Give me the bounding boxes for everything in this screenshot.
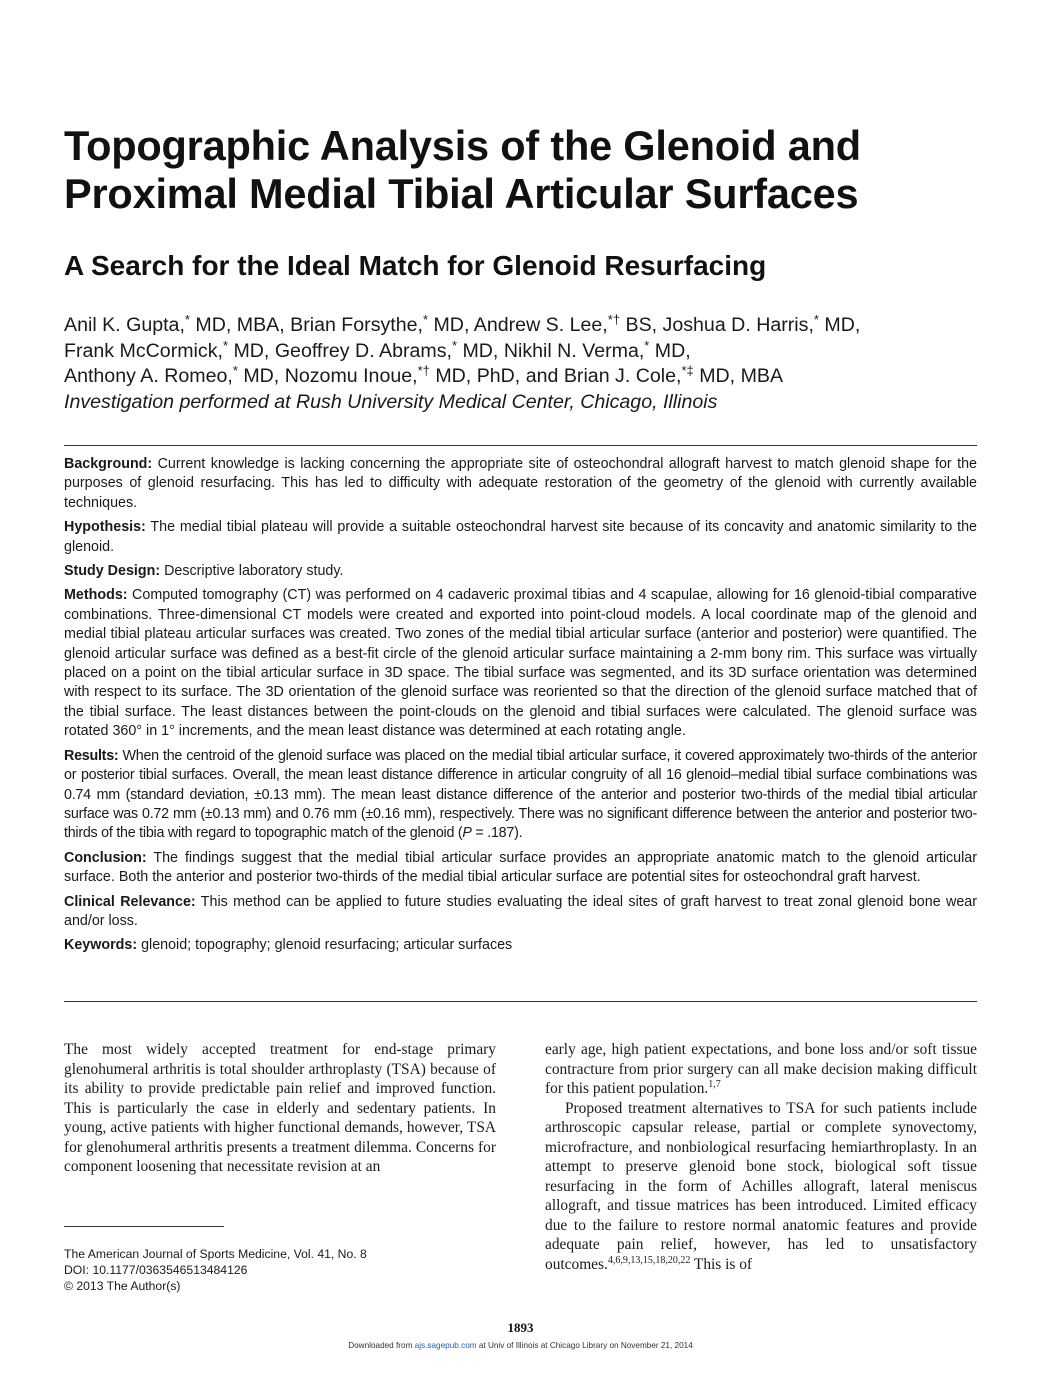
author-mark: * (232, 363, 238, 378)
abstract-label: Keywords: (64, 937, 138, 954)
body-column-left (64, 1040, 496, 1177)
abstract-text: The medial tibial plateau will provide a suitable osteochondral harvest site because of its concavity and anatomic similarity to the glenoid. (64, 519, 977, 555)
author-name: Nozomu Inoue, (284, 365, 418, 387)
abstract-text: When the centroid of the glenoid surface was placed on the medial tibial articular surface, it covered approximately two-thirds of the anterior or posterior tibial surfaces. Overall, the mean least distance difference in articular congruity of all 16 glenoid–medial tibial surface combinations was 0.74 mm (standard deviation, ±0.13 mm). The mean least distance difference of the anterior and posterior two-thirds of the medial tibial articular surface was 0.72 mm (±0.13 mm) and 0.76 mm (±0.16 mm), respectively. There was no significant difference between the anterior and posterior two-thirds of the tibia with regard to topographic match of the glenoid ( (64, 747, 977, 842)
abstract-results (64, 747, 977, 844)
author-mark: *† (607, 312, 621, 327)
author-name: Geoffrey D. Abrams, (274, 339, 452, 362)
abstract-bottom-rule (64, 1001, 977, 1002)
abstract-label: Methods: (64, 587, 128, 604)
abstract-text: Computed tomography (CT) was performed on 4 cadaveric proximal tibias and 4 scapulae, allowing for 16 glenoid-tibial comparative combinations. Three-dimensional CT models were created and exported into point-cloud models. A local coordinate map of the glenoid and medial tibial plateau articular surfaces was created. Two zones of the medial tibial articular surface (anterior and posterior) were quantified. The glenoid articular surface was defined as a best-fit circle of the glenoid articular surface maintaining a 2-mm bony rim. This surface was virtually placed on a point on the tibial articular surface in 3D space. The tibial surface was segmented, and its 3D surface orientation was determined with respect to its surface. The 3D orientation of the glenoid surface was reoriented so that the direction of the glenoid surface matched that of the tibial surface. The least distances between the point-clouds on the glenoid and tibial surfaces were calculated. The glenoid surface was rotated 360° in 1° increments, and the mean least distance was determined at each rotating angle. (64, 587, 977, 740)
body-column-right (545, 1040, 977, 1274)
footnote (64, 1246, 367, 1294)
author-name: Brian J. Cole, (563, 365, 682, 387)
affiliation: Investigation performed at Rush University Medical Center, Chicago, Illinois (64, 390, 718, 413)
author-line (64, 364, 1004, 390)
article-subtitle: A Search for the Ideal Match for Glenoid Resurfacing (64, 250, 767, 281)
author-line (64, 313, 1004, 339)
author-mark: * (422, 312, 429, 327)
footnote-rule (64, 1226, 224, 1227)
author-name: Brian Forsythe, (290, 314, 423, 336)
author-mark: * (184, 312, 190, 327)
abstract-methods (64, 586, 977, 741)
body-text: This is of (690, 1255, 753, 1273)
author-degrees: MD, PhD, and (429, 365, 564, 387)
author-name: Joshua D. Harris, (662, 314, 814, 336)
abstract-label: Clinical Relevance: (64, 893, 196, 910)
author-degrees: MD, (428, 314, 474, 336)
author-line (64, 339, 1004, 365)
abstract-keywords (64, 936, 977, 955)
doi: DOI: 10.1177/0363546513484126 (64, 1263, 248, 1277)
author-mark: * (644, 337, 650, 353)
journal-citation: The American Journal of Sports Medicine, Vol. 41, No. 8 (64, 1247, 367, 1261)
abstract-p-value-symbol: P (462, 825, 472, 842)
author-degrees: MD, (237, 365, 285, 387)
download-link[interactable]: ajs.sagepub.com (414, 1341, 477, 1350)
abstract-text: glenoid; topography; glenoid resurfacing; articular surfaces (137, 937, 513, 954)
body-text: early age, high patient expectations, and bone loss and/or soft tissue contracture from prior surgery can all make decision making difficult for this patient population. (545, 1041, 977, 1097)
download-notice (0, 1341, 1041, 1350)
abstract-background (64, 455, 977, 513)
author-degrees: MD, MBA (693, 365, 784, 387)
author-mark: * (813, 312, 819, 327)
abstract-text: = .187). (471, 825, 523, 842)
author-degrees: BS, (620, 314, 663, 336)
author-degrees: MD, (457, 339, 504, 362)
abstract-hypothesis (64, 518, 977, 557)
citation-ref: 4,6,9,13,15,18,20,22 (607, 1254, 691, 1266)
body-paragraph: The most widely accepted treatment for end-stage primary glenohumeral arthritis is total shoulder arthroplasty (TSA) because of its ability to provide predictable pain relief and improved function. This is particularly the case in elderly and sedentary patients. In young, active patients with higher functional demands, however, TSA for glenohumeral arthritis presents a treatment dilemma. Concerns for component loosening that necessitate revision at an (64, 1041, 496, 1175)
abstract-clinical-relevance (64, 893, 977, 932)
author-degrees: MD, (228, 339, 275, 362)
author-mark: * (451, 337, 458, 353)
body-paragraph (545, 1040, 977, 1099)
author-name: Andrew S. Lee, (473, 314, 608, 336)
page-number: 1893 (507, 1320, 534, 1335)
abstract-text: Descriptive laboratory study. (160, 563, 344, 580)
author-name: Frank McCormick, (64, 339, 223, 362)
abstract-text: The findings suggest that the medial tibial articular surface provides an appropriate anatomic match to the glenoid articular surface. Both the anterior and posterior two-thirds of the medial tibial articular surface are potential sites for osteochondral graft harvest. (64, 849, 977, 886)
author-name: Nikhil N. Verma, (503, 339, 645, 362)
body-paragraph (545, 1099, 977, 1275)
abstract-text: This method can be applied to future studies evaluating the ideal sites of graft harvest to treat zonal glenoid bone wear and/or loss. (64, 893, 977, 929)
abstract-study-design (64, 562, 977, 581)
abstract-label: Background: (64, 456, 153, 472)
body-text: Proposed treatment alternatives to TSA for such patients include arthroscopic capsular release, partial or complete synovectomy, microfracture, and nonbiological resurfacing hemiarthroplasty. In an attempt to preserve glenoid bone stock, biological soft tissue resurfacing in the form of Achilles allograft, lateral meniscus allograft, and tissue matrices has been introduced. Limited efficacy due to the failure to restore normal anatomic features and provide adequate pain relief, however, has led to unsatisfactory outcomes. (545, 1099, 977, 1273)
abstract-conclusion (64, 849, 977, 888)
abstract (64, 455, 977, 961)
author-mark: *‡ (681, 363, 694, 378)
author-degrees: MD, (649, 339, 691, 362)
download-suffix: at Univ of Illinois at Chicago Library on November 21, 2014 (476, 1341, 693, 1350)
author-name: Anil K. Gupta, (64, 314, 185, 336)
author-degrees: MD, (818, 314, 861, 336)
download-prefix: Downloaded from (348, 1341, 415, 1350)
abstract-label: Hypothesis: (64, 519, 146, 536)
author-list (64, 313, 1004, 415)
abstract-text: Current knowledge is lacking concerning the appropriate site of osteochondral allograft harvest to match glenoid shape for the purposes of glenoid resurfacing. This has led to difficulty with adequate restoration of the geometry of the glenoid with currently available techniques. (64, 456, 977, 511)
citation-ref: 1,7 (708, 1079, 721, 1090)
abstract-top-rule (64, 445, 977, 446)
article-title: Topographic Analysis of the Glenoid and Proximal Medial Tibial Articular Surfaces (64, 122, 861, 217)
author-mark: * (222, 337, 228, 353)
author-name: Anthony A. Romeo, (64, 365, 233, 387)
author-degrees: MD, MBA, (189, 314, 291, 336)
abstract-label: Conclusion: (64, 849, 147, 866)
abstract-label: Study Design: (64, 563, 161, 580)
abstract-label: Results: (64, 747, 119, 764)
author-mark: *† (417, 363, 430, 378)
copyright: © 2013 The Author(s) (64, 1279, 181, 1293)
